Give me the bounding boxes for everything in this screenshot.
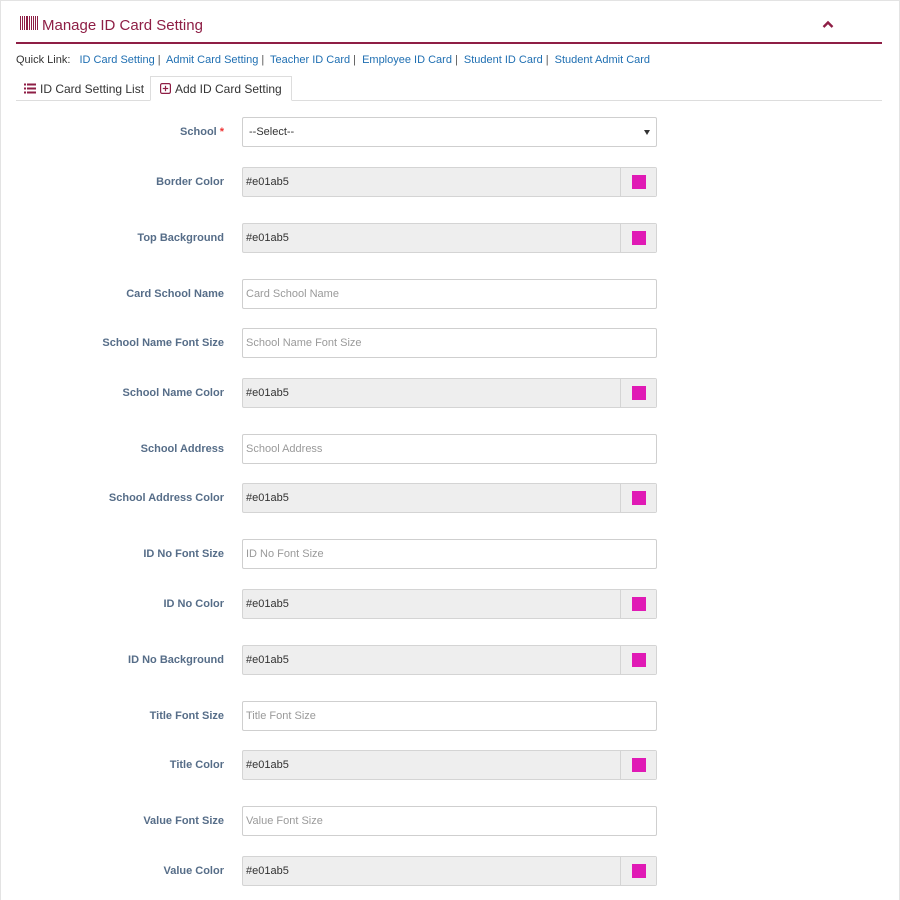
color-picker-button[interactable] bbox=[620, 646, 656, 674]
color-swatch-icon bbox=[632, 864, 646, 878]
color-swatch-icon bbox=[632, 491, 646, 505]
title-font-size-input[interactable]: Title Font Size bbox=[242, 701, 657, 731]
id-no-color-label: ID No Color bbox=[163, 598, 224, 610]
quick-link-label: Quick Link: bbox=[16, 54, 71, 66]
color-swatch-icon bbox=[632, 175, 646, 189]
school-name-color-input[interactable]: #e01ab5 bbox=[242, 378, 657, 408]
form-row-school bbox=[0, 117, 900, 147]
color-picker-button[interactable] bbox=[620, 857, 656, 885]
quick-link-id-card-setting[interactable]: ID Card Setting bbox=[79, 54, 155, 66]
quick-link-student-admit-card[interactable]: Student Admit Card bbox=[554, 54, 651, 66]
barcode-icon bbox=[20, 16, 38, 30]
school-name-font-size-input[interactable]: School Name Font Size bbox=[242, 328, 657, 358]
page-header bbox=[16, 0, 882, 44]
school-select[interactable]: --Select-- bbox=[242, 117, 657, 147]
color-picker-button[interactable] bbox=[620, 168, 656, 196]
form-row-card-school-name bbox=[0, 279, 900, 309]
form-row-school-name-font-size bbox=[0, 328, 900, 358]
form-row-school-address-color bbox=[0, 483, 900, 513]
color-swatch-icon bbox=[632, 231, 646, 245]
id-no-color-input[interactable]: #e01ab5 bbox=[242, 589, 657, 619]
tab-add-id-card-setting[interactable] bbox=[150, 76, 292, 101]
tab-id-card-setting-list[interactable] bbox=[24, 76, 144, 101]
school-address-color-input[interactable]: #e01ab5 bbox=[242, 483, 657, 513]
id-no-font-size-input[interactable]: ID No Font Size bbox=[242, 539, 657, 569]
chevron-up-icon[interactable] bbox=[822, 16, 834, 26]
tab-label: Add ID Card Setting bbox=[175, 81, 282, 96]
color-swatch-icon bbox=[632, 597, 646, 611]
color-swatch-icon bbox=[632, 758, 646, 772]
tab-bar bbox=[16, 76, 882, 101]
quick-links: Quick Link: ID Card Setting | Admit Card Setting | Teacher ID Card | Employee ID Card | Student ID Card | Student Admit Card bbox=[16, 54, 651, 66]
form-row-border-color bbox=[0, 167, 900, 197]
plus-square-icon bbox=[160, 83, 171, 94]
quick-link-teacher-id-card[interactable]: Teacher ID Card bbox=[270, 54, 351, 66]
form-row-id-no-font-size bbox=[0, 539, 900, 569]
list-icon bbox=[24, 83, 36, 94]
color-picker-button[interactable] bbox=[620, 224, 656, 252]
top-background-label: Top Background bbox=[137, 232, 224, 244]
color-picker-button[interactable] bbox=[620, 379, 656, 407]
value-color-label: Value Color bbox=[163, 865, 224, 877]
color-swatch-icon bbox=[632, 386, 646, 400]
form-row-title-color bbox=[0, 750, 900, 780]
school-address-input[interactable]: School Address bbox=[242, 434, 657, 464]
school-name-color-label: School Name Color bbox=[122, 387, 224, 399]
quick-link-employee-id-card[interactable]: Employee ID Card bbox=[362, 54, 452, 66]
form-row-value-font-size bbox=[0, 806, 900, 836]
page-title: Manage ID Card Setting bbox=[42, 17, 203, 34]
card-school-name-label: Card School Name bbox=[126, 288, 224, 300]
color-picker-button[interactable] bbox=[620, 484, 656, 512]
quick-link-admit-card-setting[interactable]: Admit Card Setting bbox=[166, 54, 259, 66]
border-color-label: Border Color bbox=[156, 176, 224, 188]
color-swatch-icon bbox=[632, 653, 646, 667]
form-row-id-no-background bbox=[0, 645, 900, 675]
id-no-background-label: ID No Background bbox=[128, 654, 224, 666]
form-row-school-name-color bbox=[0, 378, 900, 408]
school-address-label: School Address bbox=[140, 443, 224, 455]
title-color-label: Title Color bbox=[169, 759, 224, 771]
value-font-size-input[interactable]: Value Font Size bbox=[242, 806, 657, 836]
form-row-id-no-color bbox=[0, 589, 900, 619]
caret-down-icon bbox=[644, 130, 650, 135]
value-font-size-label: Value Font Size bbox=[143, 815, 224, 827]
top-background-input[interactable]: #e01ab5 bbox=[242, 223, 657, 253]
card-school-name-input[interactable]: Card School Name bbox=[242, 279, 657, 309]
form-row-top-background bbox=[0, 223, 900, 253]
form-row-value-color bbox=[0, 856, 900, 886]
school-label: School * bbox=[180, 126, 224, 138]
title-color-input[interactable]: #e01ab5 bbox=[242, 750, 657, 780]
id-no-font-size-label: ID No Font Size bbox=[143, 548, 224, 560]
border-color-input[interactable]: #e01ab5 bbox=[242, 167, 657, 197]
color-picker-button[interactable] bbox=[620, 751, 656, 779]
form-row-title-font-size bbox=[0, 701, 900, 731]
title-font-size-label: Title Font Size bbox=[149, 710, 224, 722]
school-name-font-size-label: School Name Font Size bbox=[102, 337, 224, 349]
school-address-color-label: School Address Color bbox=[108, 492, 224, 504]
tab-label: ID Card Setting List bbox=[40, 81, 145, 96]
quick-link-student-id-card[interactable]: Student ID Card bbox=[463, 54, 543, 66]
color-picker-button[interactable] bbox=[620, 590, 656, 618]
id-no-background-input[interactable]: #e01ab5 bbox=[242, 645, 657, 675]
value-color-input[interactable]: #e01ab5 bbox=[242, 856, 657, 886]
form-row-school-address bbox=[0, 434, 900, 464]
